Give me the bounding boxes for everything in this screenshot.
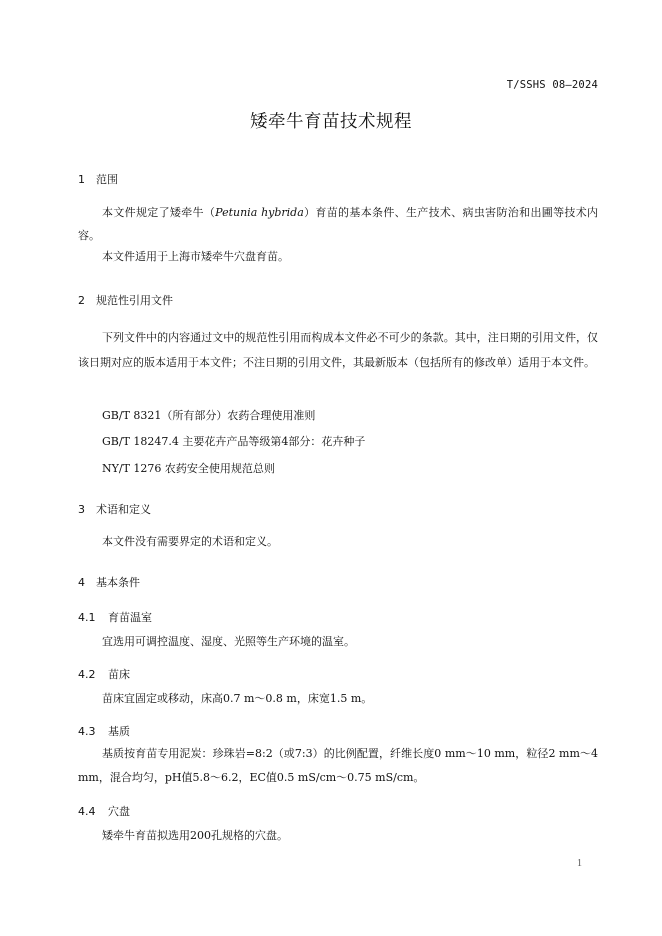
section-1-heading [78,171,118,187]
subsection-4-3-heading [78,723,130,739]
section-3-paragraph-1: 本文件没有需要界定的术语和定义。 [102,535,278,548]
subsection-number: 4.3 [78,725,96,738]
subsection-title: 穴盘 [108,805,130,818]
document-title: 矮牵牛育苗技术规程 [250,112,412,132]
subsection-4-4-text: 矮牵牛育苗拟选用200孔规格的穴盘。 [102,829,288,842]
subsection-4-4-heading [78,803,130,819]
reference-item: GB/T 8321（所有部分）农药合理使用准则 [102,409,316,422]
reference-item: GB/T 18247.4 主要花卉产品等级第4部分：花卉种子 [102,435,366,448]
section-4-heading [78,574,140,590]
section-number: 2 [78,294,85,307]
section-number: 1 [78,173,85,186]
subsection-title: 基质 [108,725,130,738]
reference-item: NY/T 1276 农药安全使用规范总则 [102,462,275,475]
section-title: 规范性引用文件 [96,294,173,307]
subsection-number: 4.1 [78,611,96,624]
page-number: 1 [577,858,582,869]
paragraph-text: ）育苗的基本条件、生产技术、病虫害防治和出圃等技术内容。 [78,206,599,242]
subsection-4-1-heading [78,609,152,625]
section-title: 范围 [96,173,118,186]
section-2-paragraph-1: 下列文件中的内容通过文中的规范性引用而构成本文件必不可少的条款。其中，注日期的引用文件，仅该日期对应的版本适用于本文件；不注日期的引用文件，其最新版本（包括所有的修改单）适用于本文件。 [78,331,598,369]
section-1-paragraph-1 [78,201,598,247]
latin-name: Petunia hybrida [215,206,304,219]
subsection-4-3-text: 基质按育苗专用泥炭：珍珠岩=8:2（或7:3）的比例配置，纤维长度0 mm～10 mm，粒径2 mm～4 mm，混合均匀，pH值5.8～6.2，EC值0.5 mS/cm～0.75 mS/cm。 [78,747,598,784]
section-title: 术语和定义 [96,503,151,516]
subsection-title: 苗床 [108,668,130,681]
subsection-title: 育苗温室 [108,611,152,624]
paragraph-text: 本文件规定了矮牵牛（ [102,206,216,219]
document-code: T/SSHS 08—2024 [506,79,598,91]
section-title: 基本条件 [96,576,140,589]
subsection-number: 4.4 [78,805,96,818]
subsection-number: 4.2 [78,668,96,681]
section-number: 4 [78,576,85,589]
subsection-4-1-text: 宜选用可调控温度、湿度、光照等生产环境的温室。 [102,635,355,648]
section-1-paragraph-2: 本文件适用于上海市矮牵牛穴盘育苗。 [102,250,289,263]
section-3-heading [78,501,151,517]
section-number: 3 [78,503,85,516]
subsection-4-2-text: 苗床宜固定或移动，床高0.7 m～0.8 m，床宽1.5 m。 [102,692,373,705]
subsection-4-2-heading [78,666,130,682]
section-2-heading [78,292,173,308]
